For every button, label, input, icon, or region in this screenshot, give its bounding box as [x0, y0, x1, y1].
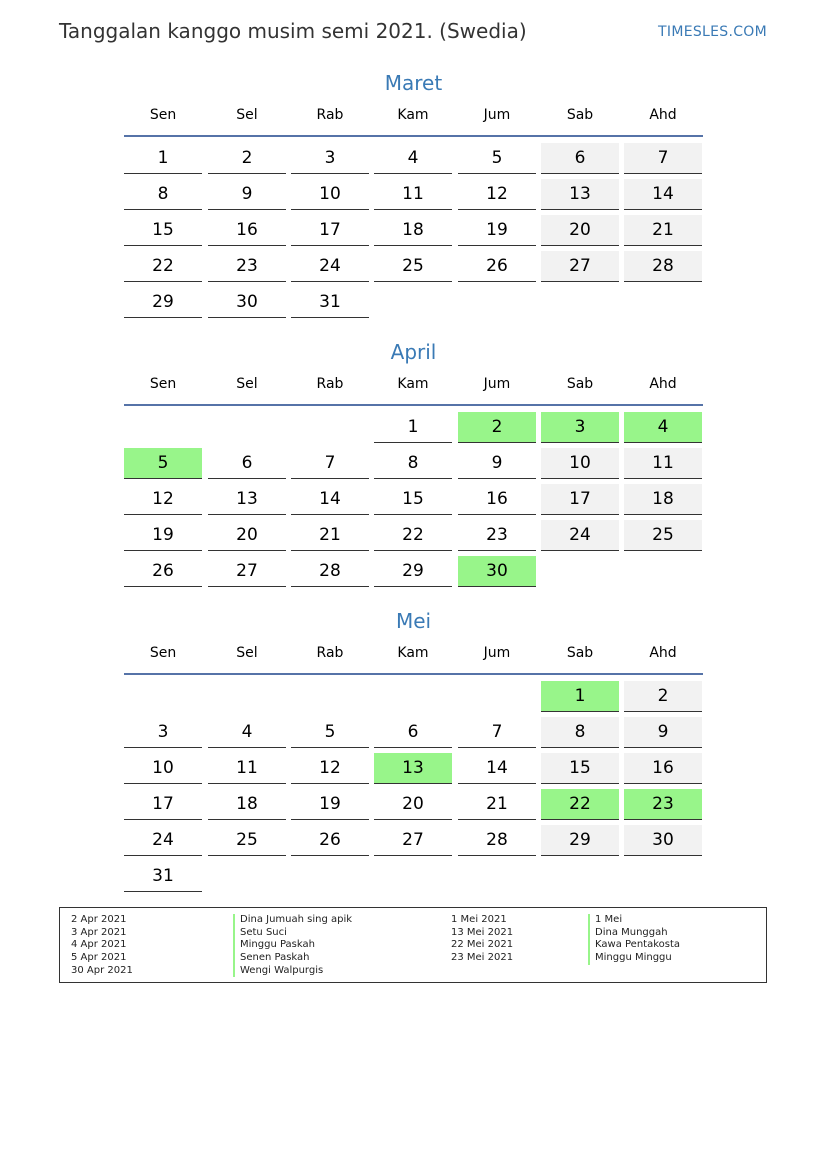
day-cell[interactable]: 23 — [208, 251, 286, 282]
day-cell[interactable]: 24 — [291, 251, 369, 282]
day-cell[interactable]: 28 — [458, 825, 536, 856]
day-cell[interactable]: 7 — [291, 448, 369, 479]
legend-right-dates — [451, 914, 513, 965]
day-cell[interactable]: 12 — [458, 179, 536, 210]
day-cell[interactable]: 22 — [374, 520, 452, 551]
legend-date: 3 Apr 2021 — [71, 926, 127, 938]
day-cell[interactable]: 4 — [624, 412, 702, 443]
day-cell[interactable]: 7 — [458, 717, 536, 748]
day-cell[interactable]: 4 — [374, 143, 452, 174]
weekday-label: Rab — [316, 376, 344, 392]
brand-logo[interactable]: TIMESLES.COM — [658, 24, 767, 40]
weekday-label: Jum — [483, 645, 511, 661]
day-cell[interactable]: 6 — [541, 143, 619, 174]
weekday-label: Kam — [397, 645, 429, 661]
weekday-header — [124, 100, 703, 137]
day-cell[interactable]: 1 — [124, 143, 202, 174]
weekday-header — [124, 638, 703, 675]
legend-right-names — [588, 914, 680, 965]
day-cell[interactable]: 16 — [208, 215, 286, 246]
day-cell[interactable]: 13 — [541, 179, 619, 210]
day-cell[interactable]: 20 — [541, 215, 619, 246]
weekday-label: Jum — [483, 107, 511, 123]
day-cell[interactable]: 31 — [291, 287, 369, 318]
day-cell[interactable]: 23 — [624, 789, 702, 820]
day-cell[interactable]: 27 — [208, 556, 286, 587]
weekday-label: Ahd — [649, 376, 677, 392]
day-cell[interactable]: 1 — [374, 412, 452, 443]
day-cell[interactable]: 9 — [208, 179, 286, 210]
day-cell[interactable]: 25 — [624, 520, 702, 551]
day-cell[interactable]: 6 — [208, 448, 286, 479]
day-cell[interactable]: 19 — [124, 520, 202, 551]
legend-date: 22 Mei 2021 — [451, 939, 514, 951]
day-cell[interactable]: 6 — [374, 717, 452, 748]
day-cell[interactable]: 19 — [458, 215, 536, 246]
day-cell[interactable]: 26 — [458, 251, 536, 282]
day-cell[interactable]: 2 — [624, 681, 702, 712]
day-cell[interactable]: 3 — [291, 143, 369, 174]
holiday-legend — [59, 907, 767, 983]
legend-holiday-name: Dina Jumuah sing apik — [233, 914, 352, 927]
legend-date: 23 Mei 2021 — [451, 952, 514, 964]
month-name: Mei — [395, 609, 432, 633]
page-title: Tanggalan kanggo musim semi 2021. (Swedia) — [59, 19, 527, 43]
day-cell[interactable]: 3 — [124, 717, 202, 748]
day-cell[interactable]: 10 — [541, 448, 619, 479]
weekday-label: Sen — [149, 376, 177, 392]
weekday-label: Sel — [236, 376, 258, 392]
day-cell[interactable]: 17 — [124, 789, 202, 820]
day-cell[interactable]: 27 — [541, 251, 619, 282]
day-cell[interactable]: 30 — [458, 556, 536, 587]
legend-left-dates — [71, 914, 133, 977]
day-cell[interactable]: 24 — [124, 825, 202, 856]
day-cell[interactable]: 14 — [624, 179, 702, 210]
day-cell[interactable]: 15 — [541, 753, 619, 784]
weekday-label: Kam — [397, 376, 429, 392]
weekday-label: Sen — [149, 107, 177, 123]
weekday-label: Sab — [566, 107, 594, 123]
day-grid — [124, 406, 703, 592]
day-cell[interactable]: 16 — [458, 484, 536, 515]
day-cell[interactable]: 14 — [458, 753, 536, 784]
day-cell[interactable]: 9 — [458, 448, 536, 479]
day-cell[interactable]: 28 — [624, 251, 702, 282]
weekday-label: Ahd — [649, 107, 677, 123]
day-cell[interactable]: 5 — [124, 448, 202, 479]
day-grid — [124, 137, 703, 323]
day-cell[interactable]: 5 — [291, 717, 369, 748]
day-cell[interactable]: 22 — [541, 789, 619, 820]
day-cell[interactable]: 5 — [458, 143, 536, 174]
weekday-label: Sab — [566, 376, 594, 392]
weekday-label: Sab — [566, 645, 594, 661]
day-cell[interactable]: 17 — [541, 484, 619, 515]
day-cell[interactable]: 13 — [374, 753, 452, 784]
day-cell[interactable]: 19 — [291, 789, 369, 820]
day-cell[interactable]: 10 — [291, 179, 369, 210]
day-cell[interactable]: 20 — [374, 789, 452, 820]
day-cell[interactable]: 28 — [291, 556, 369, 587]
weekday-label: Sen — [149, 645, 177, 661]
legend-holiday-name: Minggu Paskah — [233, 939, 352, 952]
day-cell[interactable]: 25 — [374, 251, 452, 282]
day-cell[interactable]: 20 — [208, 520, 286, 551]
legend-date: 5 Apr 2021 — [71, 952, 127, 964]
day-cell[interactable]: 9 — [624, 717, 702, 748]
legend-date: 30 Apr 2021 — [71, 964, 133, 976]
day-cell[interactable]: 30 — [208, 287, 286, 318]
day-cell[interactable]: 15 — [124, 215, 202, 246]
day-cell[interactable]: 30 — [624, 825, 702, 856]
legend-holiday-name: Kawa Pentakosta — [588, 939, 680, 952]
day-cell[interactable]: 8 — [124, 179, 202, 210]
weekday-label: Kam — [397, 107, 429, 123]
legend-date: 2 Apr 2021 — [71, 914, 127, 925]
day-cell[interactable]: 1 — [541, 681, 619, 712]
day-cell[interactable]: 3 — [541, 412, 619, 443]
legend-holiday-name: Wengi Walpurgis — [233, 965, 352, 978]
day-cell[interactable]: 25 — [208, 825, 286, 856]
legend-date: 4 Apr 2021 — [71, 939, 127, 951]
legend-holiday-name: Dina Munggah — [588, 927, 680, 940]
day-cell[interactable]: 8 — [374, 448, 452, 479]
legend-holiday-name: Senen Paskah — [233, 952, 352, 965]
legend-left-names — [233, 914, 352, 977]
day-cell[interactable]: 27 — [374, 825, 452, 856]
month-block — [124, 604, 703, 897]
day-cell[interactable]: 22 — [124, 251, 202, 282]
day-cell[interactable]: 29 — [541, 825, 619, 856]
day-cell[interactable]: 29 — [124, 287, 202, 318]
weekday-label: Sel — [236, 107, 258, 123]
month-name: Maret — [384, 71, 443, 95]
month-block — [124, 66, 703, 323]
day-cell[interactable]: 17 — [291, 215, 369, 246]
day-grid — [124, 675, 703, 897]
day-cell[interactable]: 13 — [208, 484, 286, 515]
day-cell[interactable]: 18 — [624, 484, 702, 515]
day-cell[interactable]: 10 — [124, 753, 202, 784]
day-cell[interactable]: 11 — [624, 448, 702, 479]
day-cell[interactable]: 23 — [458, 520, 536, 551]
weekday-label: Jum — [483, 376, 511, 392]
day-cell[interactable]: 2 — [458, 412, 536, 443]
day-cell[interactable]: 31 — [124, 861, 202, 892]
day-cell[interactable]: 18 — [208, 789, 286, 820]
day-cell[interactable]: 24 — [541, 520, 619, 551]
weekday-label: Rab — [316, 107, 344, 123]
month-block — [124, 335, 703, 592]
day-cell[interactable]: 12 — [124, 484, 202, 515]
day-cell[interactable]: 15 — [374, 484, 452, 515]
month-name: April — [390, 340, 437, 364]
weekday-label: Rab — [316, 645, 344, 661]
day-cell[interactable]: 12 — [291, 753, 369, 784]
weekday-header — [124, 369, 703, 406]
legend-date: 13 Mei 2021 — [451, 926, 514, 938]
day-cell[interactable]: 2 — [208, 143, 286, 174]
day-cell[interactable]: 26 — [124, 556, 202, 587]
legend-holiday-name: Minggu Minggu — [588, 952, 680, 965]
day-cell[interactable]: 8 — [541, 717, 619, 748]
legend-holiday-name: Setu Suci — [233, 927, 352, 940]
weekday-label: Sel — [236, 645, 258, 661]
day-cell[interactable]: 16 — [624, 753, 702, 784]
day-cell[interactable]: 21 — [291, 520, 369, 551]
day-cell[interactable]: 11 — [208, 753, 286, 784]
legend-date: 1 Mei 2021 — [451, 914, 507, 925]
day-cell[interactable]: 4 — [208, 717, 286, 748]
day-cell[interactable]: 7 — [624, 143, 702, 174]
day-cell[interactable]: 26 — [291, 825, 369, 856]
day-cell[interactable]: 21 — [458, 789, 536, 820]
day-cell[interactable]: 11 — [374, 179, 452, 210]
day-cell[interactable]: 29 — [374, 556, 452, 587]
weekday-label: Ahd — [649, 645, 677, 661]
day-cell[interactable]: 14 — [291, 484, 369, 515]
legend-holiday-name: 1 Mei — [588, 914, 680, 927]
day-cell[interactable]: 21 — [624, 215, 702, 246]
day-cell[interactable]: 18 — [374, 215, 452, 246]
